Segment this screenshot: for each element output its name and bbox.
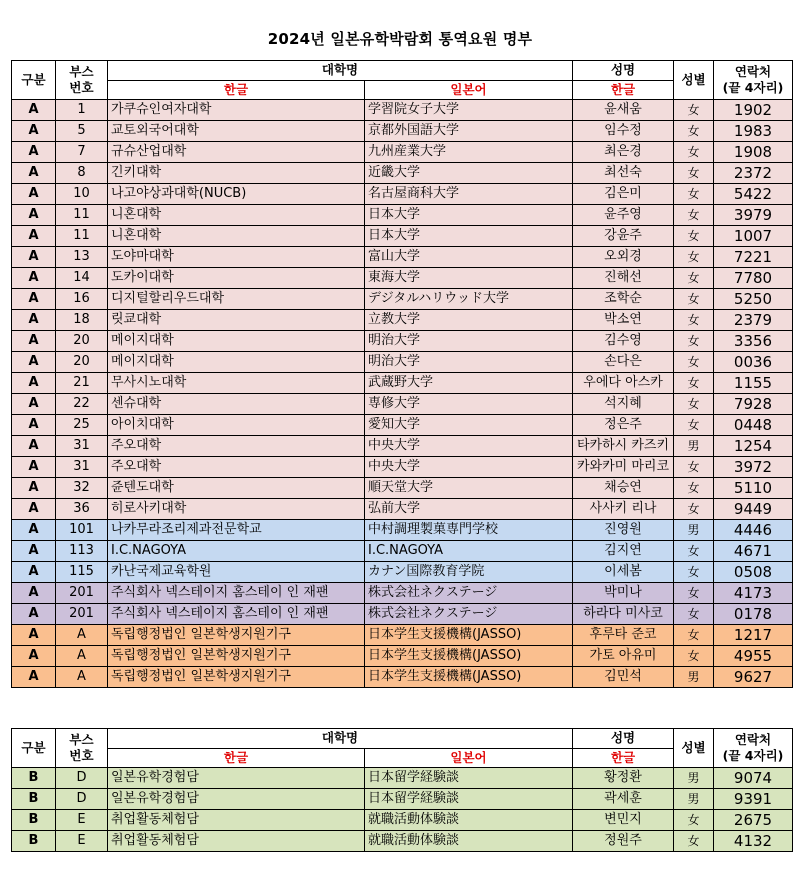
japanese-name-cell: 就職活動体験談 <box>365 831 573 852</box>
booth-cell: 201 <box>56 604 108 625</box>
contact-cell: 4671 <box>714 541 793 562</box>
japanese-name-cell: 武蔵野大学 <box>365 373 573 394</box>
korean-name-cell: 규슈산업대학 <box>108 142 365 163</box>
header-school: 대학명 <box>108 729 573 749</box>
korean-name-cell: 도야마대학 <box>108 247 365 268</box>
booth-cell: 32 <box>56 478 108 499</box>
korean-name-cell: 니혼대학 <box>108 205 365 226</box>
contact-cell: 0178 <box>714 604 793 625</box>
korean-name-cell: 독립행정법인 일본학생지원기구 <box>108 667 365 688</box>
header-contact-line2: (끝 4자리) <box>722 80 784 95</box>
category-cell: A <box>12 100 56 121</box>
person-name-cell: 사사키 리나 <box>573 499 674 520</box>
header-category: 구분 <box>12 61 56 100</box>
japanese-name-cell: 株式会社ネクステージ <box>365 583 573 604</box>
japanese-name-cell: 日本学生支援機構(JASSO) <box>365 625 573 646</box>
table-row <box>12 436 793 457</box>
japanese-name-cell: 愛知大学 <box>365 415 573 436</box>
booth-cell: 11 <box>56 226 108 247</box>
person-name-cell: 석지혜 <box>573 394 674 415</box>
header-contact-line1: 연락처 <box>734 64 772 79</box>
gender-cell: 女 <box>674 184 714 205</box>
contact-cell: 3356 <box>714 331 793 352</box>
booth-cell: 25 <box>56 415 108 436</box>
booth-cell: 20 <box>56 352 108 373</box>
japanese-name-cell: 東海大学 <box>365 268 573 289</box>
korean-name-cell: 긴키대학 <box>108 163 365 184</box>
booth-cell: 115 <box>56 562 108 583</box>
booth-cell: 21 <box>56 373 108 394</box>
table-row <box>12 810 793 831</box>
japanese-name-cell: 日本学生支援機構(JASSO) <box>365 667 573 688</box>
category-cell: A <box>12 310 56 331</box>
category-cell: A <box>12 205 56 226</box>
category-cell: A <box>12 625 56 646</box>
gender-cell: 女 <box>674 457 714 478</box>
korean-name-cell: 독립행정법인 일본학생지원기구 <box>108 625 365 646</box>
category-cell: A <box>12 667 56 688</box>
japanese-name-cell: 明治大学 <box>365 331 573 352</box>
category-cell: A <box>12 394 56 415</box>
korean-name-cell: 메이지대학 <box>108 352 365 373</box>
gender-cell: 女 <box>674 331 714 352</box>
korean-name-cell: 메이지대학 <box>108 331 365 352</box>
korean-name-cell: 일본유학경험담 <box>108 789 365 810</box>
person-name-cell: 진해선 <box>573 268 674 289</box>
category-cell: A <box>12 184 56 205</box>
gender-cell: 女 <box>674 583 714 604</box>
contact-cell: 5250 <box>714 289 793 310</box>
japanese-name-cell: 専修大学 <box>365 394 573 415</box>
japanese-name-cell: 富山大学 <box>365 247 573 268</box>
table-body-main <box>12 100 793 688</box>
person-name-cell: 박소연 <box>573 310 674 331</box>
category-cell: A <box>12 541 56 562</box>
korean-name-cell: 주오대학 <box>108 436 365 457</box>
contact-cell: 4955 <box>714 646 793 667</box>
korean-name-cell: 교토외국어대학 <box>108 121 365 142</box>
korean-name-cell: 주식회사 넥스테이지 홈스테이 인 재팬 <box>108 604 365 625</box>
korean-name-cell: 취업활동체험담 <box>108 831 365 852</box>
booth-cell: 1 <box>56 100 108 121</box>
korean-name-cell: 릿쿄대학 <box>108 310 365 331</box>
contact-cell: 9627 <box>714 667 793 688</box>
category-cell: A <box>12 478 56 499</box>
korean-name-cell: 무사시노대학 <box>108 373 365 394</box>
category-cell: B <box>12 768 56 789</box>
gender-cell: 女 <box>674 604 714 625</box>
japanese-name-cell: 京都外国語大学 <box>365 121 573 142</box>
person-name-cell: 윤새움 <box>573 100 674 121</box>
contact-cell: 7928 <box>714 394 793 415</box>
korean-name-cell: 도카이대학 <box>108 268 365 289</box>
contact-cell: 1155 <box>714 373 793 394</box>
table-row <box>12 646 793 667</box>
contact-cell: 1902 <box>714 100 793 121</box>
person-name-cell: 임수정 <box>573 121 674 142</box>
gender-cell: 女 <box>674 541 714 562</box>
booth-cell: 113 <box>56 541 108 562</box>
person-name-cell: 오외경 <box>573 247 674 268</box>
header-booth-line1: 부스 <box>69 64 94 79</box>
contact-cell: 5422 <box>714 184 793 205</box>
contact-cell: 1254 <box>714 436 793 457</box>
booth-cell: E <box>56 831 108 852</box>
booth-cell: 18 <box>56 310 108 331</box>
category-cell: A <box>12 163 56 184</box>
japanese-name-cell: 名古屋商科大学 <box>365 184 573 205</box>
header-gender: 성별 <box>674 61 714 100</box>
table-row <box>12 394 793 415</box>
japanese-name-cell: 弘前大学 <box>365 499 573 520</box>
category-cell: A <box>12 352 56 373</box>
person-name-cell: 타카하시 카즈키 <box>573 436 674 457</box>
table-row <box>12 768 793 789</box>
table-row <box>12 562 793 583</box>
category-cell: A <box>12 373 56 394</box>
table-row <box>12 478 793 499</box>
table-row <box>12 520 793 541</box>
category-cell: A <box>12 289 56 310</box>
table-row <box>12 100 793 121</box>
category-cell: A <box>12 415 56 436</box>
booth-cell: 14 <box>56 268 108 289</box>
header-contact <box>714 729 793 768</box>
japanese-name-cell: カナン国際教育学院 <box>365 562 573 583</box>
contact-cell: 1007 <box>714 226 793 247</box>
japanese-name-cell: 日本留学経験談 <box>365 768 573 789</box>
gender-cell: 女 <box>674 289 714 310</box>
gender-cell: 男 <box>674 520 714 541</box>
header-name: 성명 <box>573 61 674 81</box>
category-cell: A <box>12 604 56 625</box>
table-row <box>12 499 793 520</box>
booth-cell: 20 <box>56 331 108 352</box>
gender-cell: 男 <box>674 789 714 810</box>
person-name-cell: 최은경 <box>573 142 674 163</box>
person-name-cell: 윤주영 <box>573 205 674 226</box>
person-name-cell: 조학순 <box>573 289 674 310</box>
contact-cell: 7221 <box>714 247 793 268</box>
header-contact-line2: (끝 4자리) <box>722 748 784 763</box>
booth-cell: A <box>56 667 108 688</box>
table-row <box>12 184 793 205</box>
contact-cell: 2675 <box>714 810 793 831</box>
contact-cell: 4446 <box>714 520 793 541</box>
contact-cell: 3972 <box>714 457 793 478</box>
contact-cell: 4173 <box>714 583 793 604</box>
gender-cell: 女 <box>674 310 714 331</box>
person-name-cell: 곽세훈 <box>573 789 674 810</box>
header-contact <box>714 61 793 100</box>
japanese-name-cell: 日本留学経験談 <box>365 789 573 810</box>
gender-cell: 女 <box>674 373 714 394</box>
gender-cell: 女 <box>674 352 714 373</box>
interpreter-table-talks <box>11 728 793 852</box>
header-booth-line1: 부스 <box>69 732 94 747</box>
contact-cell: 5110 <box>714 478 793 499</box>
booth-cell: 201 <box>56 583 108 604</box>
header-japanese: 일본어 <box>365 748 573 768</box>
header-korean: 한글 <box>108 748 365 768</box>
booth-cell: E <box>56 810 108 831</box>
header-contact-line1: 연락처 <box>734 732 772 747</box>
korean-name-cell: 취업활동체험담 <box>108 810 365 831</box>
booth-cell: A <box>56 625 108 646</box>
japanese-name-cell: 順天堂大学 <box>365 478 573 499</box>
booth-cell: A <box>56 646 108 667</box>
person-name-cell: 채승연 <box>573 478 674 499</box>
table-row <box>12 373 793 394</box>
table-row <box>12 247 793 268</box>
category-cell: A <box>12 583 56 604</box>
category-cell: B <box>12 810 56 831</box>
category-cell: A <box>12 247 56 268</box>
person-name-cell: 김민석 <box>573 667 674 688</box>
korean-name-cell: 주식회사 넥스테이지 홈스테이 인 재팬 <box>108 583 365 604</box>
contact-cell: 3979 <box>714 205 793 226</box>
header-korean: 한글 <box>108 80 365 100</box>
person-name-cell: 강윤주 <box>573 226 674 247</box>
contact-cell: 0508 <box>714 562 793 583</box>
person-name-cell: 정원주 <box>573 831 674 852</box>
korean-name-cell: 가쿠슈인여자대학 <box>108 100 365 121</box>
table-row <box>12 457 793 478</box>
booth-cell: 13 <box>56 247 108 268</box>
table-row <box>12 831 793 852</box>
table-row <box>12 352 793 373</box>
korean-name-cell: 니혼대학 <box>108 226 365 247</box>
booth-cell: 5 <box>56 121 108 142</box>
japanese-name-cell: デジタルハリウッド大学 <box>365 289 573 310</box>
header-name-sub: 한글 <box>573 80 674 100</box>
contact-cell: 1983 <box>714 121 793 142</box>
gender-cell: 女 <box>674 142 714 163</box>
japanese-name-cell: 中央大学 <box>365 457 573 478</box>
korean-name-cell: 센슈대학 <box>108 394 365 415</box>
table-row <box>12 667 793 688</box>
category-cell: A <box>12 499 56 520</box>
contact-cell: 2379 <box>714 310 793 331</box>
gender-cell: 女 <box>674 226 714 247</box>
booth-cell: 31 <box>56 436 108 457</box>
japanese-name-cell: I.C.NAGOYA <box>365 541 573 562</box>
category-cell: A <box>12 436 56 457</box>
category-cell: A <box>12 457 56 478</box>
person-name-cell: 김지연 <box>573 541 674 562</box>
gender-cell: 女 <box>674 394 714 415</box>
table-row <box>12 604 793 625</box>
table-row <box>12 583 793 604</box>
booth-cell: 16 <box>56 289 108 310</box>
japanese-name-cell: 立教大学 <box>365 310 573 331</box>
japanese-name-cell: 明治大学 <box>365 352 573 373</box>
korean-name-cell: 나카무라조리제과전문학교 <box>108 520 365 541</box>
booth-cell: 101 <box>56 520 108 541</box>
person-name-cell: 정은주 <box>573 415 674 436</box>
table-row <box>12 310 793 331</box>
header-category: 구분 <box>12 729 56 768</box>
contact-cell: 2372 <box>714 163 793 184</box>
table-row <box>12 625 793 646</box>
person-name-cell: 가토 아유미 <box>573 646 674 667</box>
japanese-name-cell: 九州産業大学 <box>365 142 573 163</box>
japanese-name-cell: 日本大学 <box>365 226 573 247</box>
korean-name-cell: I.C.NAGOYA <box>108 541 365 562</box>
japanese-name-cell: 中央大学 <box>365 436 573 457</box>
contact-cell: 9074 <box>714 768 793 789</box>
table-row <box>12 289 793 310</box>
interpreter-table-main <box>11 60 793 688</box>
booth-cell: 31 <box>56 457 108 478</box>
gender-cell: 女 <box>674 415 714 436</box>
header-name-sub: 한글 <box>573 748 674 768</box>
table-row <box>12 205 793 226</box>
japanese-name-cell: 株式会社ネクステージ <box>365 604 573 625</box>
category-cell: A <box>12 142 56 163</box>
table-row <box>12 163 793 184</box>
gender-cell: 女 <box>674 100 714 121</box>
person-name-cell: 이세봄 <box>573 562 674 583</box>
booth-cell: 7 <box>56 142 108 163</box>
gender-cell: 女 <box>674 499 714 520</box>
contact-cell: 4132 <box>714 831 793 852</box>
japanese-name-cell: 近畿大学 <box>365 163 573 184</box>
korean-name-cell: 카난국제교육학원 <box>108 562 365 583</box>
contact-cell: 0036 <box>714 352 793 373</box>
person-name-cell: 변민지 <box>573 810 674 831</box>
gender-cell: 女 <box>674 562 714 583</box>
gender-cell: 男 <box>674 436 714 457</box>
category-cell: B <box>12 789 56 810</box>
gender-cell: 女 <box>674 121 714 142</box>
page-title: 2024년 일본유학박람회 통역요원 명부 <box>267 30 533 48</box>
gender-cell: 男 <box>674 667 714 688</box>
table-row <box>12 415 793 436</box>
person-name-cell: 하라다 미사코 <box>573 604 674 625</box>
gender-cell: 女 <box>674 810 714 831</box>
gender-cell: 女 <box>674 268 714 289</box>
japanese-name-cell: 学習院女子大学 <box>365 100 573 121</box>
gender-cell: 女 <box>674 247 714 268</box>
japanese-name-cell: 日本学生支援機構(JASSO) <box>365 646 573 667</box>
japanese-name-cell: 中村調理製菓専門学校 <box>365 520 573 541</box>
person-name-cell: 김은미 <box>573 184 674 205</box>
person-name-cell: 황정환 <box>573 768 674 789</box>
korean-name-cell: 아이치대학 <box>108 415 365 436</box>
contact-cell: 9391 <box>714 789 793 810</box>
person-name-cell: 진영원 <box>573 520 674 541</box>
korean-name-cell: 쥰텐도대학 <box>108 478 365 499</box>
person-name-cell: 손다은 <box>573 352 674 373</box>
person-name-cell: 최선숙 <box>573 163 674 184</box>
table-body-talks <box>12 768 793 852</box>
person-name-cell: 우에다 아스카 <box>573 373 674 394</box>
table-row <box>12 226 793 247</box>
header-booth <box>56 729 108 768</box>
korean-name-cell: 일본유학경험담 <box>108 768 365 789</box>
table-row <box>12 789 793 810</box>
category-cell: A <box>12 646 56 667</box>
contact-cell: 1217 <box>714 625 793 646</box>
gender-cell: 女 <box>674 831 714 852</box>
korean-name-cell: 독립행정법인 일본학생지원기구 <box>108 646 365 667</box>
category-cell: A <box>12 121 56 142</box>
booth-cell: 36 <box>56 499 108 520</box>
booth-cell: D <box>56 789 108 810</box>
header-gender: 성별 <box>674 729 714 768</box>
category-cell: A <box>12 268 56 289</box>
category-cell: A <box>12 226 56 247</box>
japanese-name-cell: 就職活動体験談 <box>365 810 573 831</box>
booth-cell: 11 <box>56 205 108 226</box>
japanese-name-cell: 日本大学 <box>365 205 573 226</box>
category-cell: A <box>12 331 56 352</box>
contact-cell: 1908 <box>714 142 793 163</box>
header-booth <box>56 61 108 100</box>
gender-cell: 女 <box>674 478 714 499</box>
category-cell: A <box>12 562 56 583</box>
gender-cell: 女 <box>674 205 714 226</box>
header-japanese: 일본어 <box>365 80 573 100</box>
header-booth-line2: 번호 <box>69 80 94 95</box>
korean-name-cell: 주오대학 <box>108 457 365 478</box>
table-row <box>12 331 793 352</box>
person-name-cell: 김수영 <box>573 331 674 352</box>
gender-cell: 女 <box>674 646 714 667</box>
header-booth-line2: 번호 <box>69 748 94 763</box>
table-row <box>12 268 793 289</box>
korean-name-cell: 디지털할리우드대학 <box>108 289 365 310</box>
gender-cell: 女 <box>674 625 714 646</box>
category-cell: A <box>12 520 56 541</box>
person-name-cell: 카와카미 마리코 <box>573 457 674 478</box>
korean-name-cell: 나고야상과대학(NUCB) <box>108 184 365 205</box>
person-name-cell: 박미나 <box>573 583 674 604</box>
gender-cell: 女 <box>674 163 714 184</box>
category-cell: B <box>12 831 56 852</box>
korean-name-cell: 히로사키대학 <box>108 499 365 520</box>
gender-cell: 男 <box>674 768 714 789</box>
booth-cell: 8 <box>56 163 108 184</box>
table-row <box>12 541 793 562</box>
table-row <box>12 142 793 163</box>
contact-cell: 9449 <box>714 499 793 520</box>
person-name-cell: 후루타 준코 <box>573 625 674 646</box>
booth-cell: D <box>56 768 108 789</box>
contact-cell: 7780 <box>714 268 793 289</box>
booth-cell: 22 <box>56 394 108 415</box>
table-row <box>12 121 793 142</box>
header-school: 대학명 <box>108 61 573 81</box>
booth-cell: 10 <box>56 184 108 205</box>
contact-cell: 0448 <box>714 415 793 436</box>
header-name: 성명 <box>573 729 674 749</box>
